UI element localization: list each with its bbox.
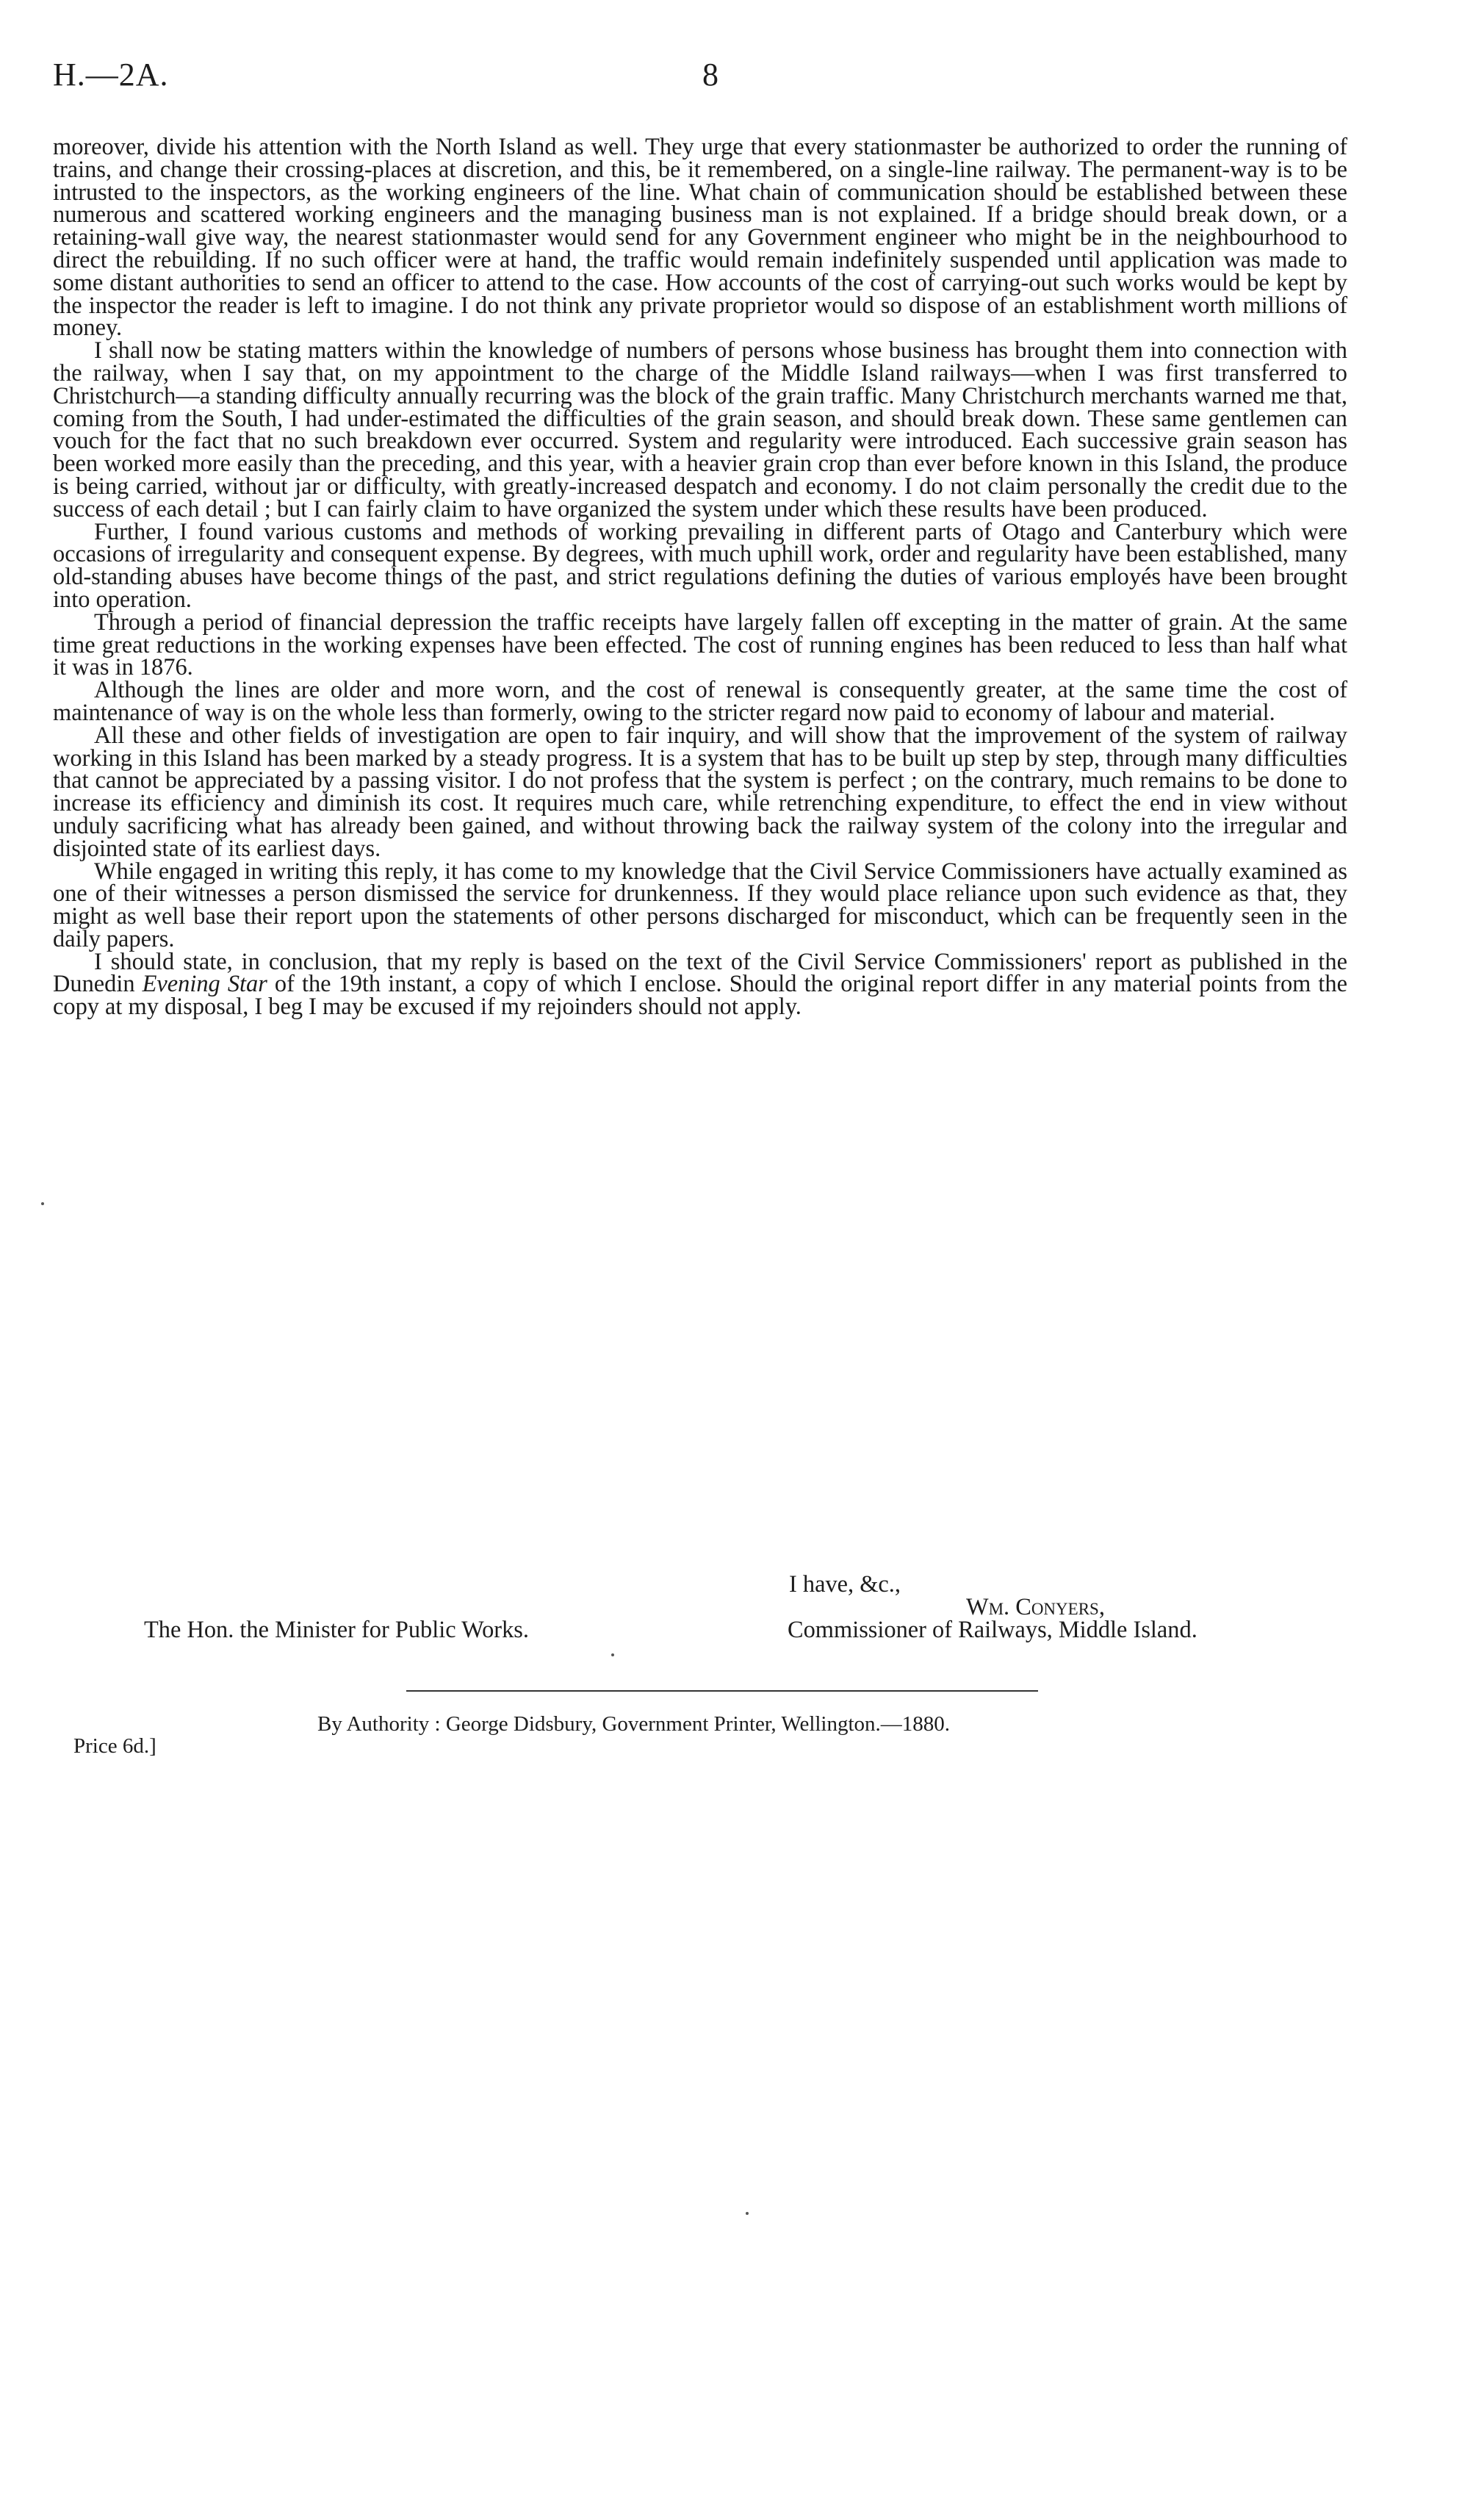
ink-speck [611,1653,614,1656]
signatory-title: Commissioner of Railways, Middle Island. [788,1617,1197,1643]
ink-speck [746,2212,749,2215]
ink-speck [41,1202,44,1205]
paragraph-7: While engaged in writing this reply, it has come to my knowledge that the Civil Service Commissioners have actually examined as one of their witnesses a person dismissed the service for drunkenness. If they would place reliance upon such evidence as that, they might as well base their report upon the statements of other persons discharged for misconduct, which can be frequently seen in the daily papers. [53,858,1347,952]
newspaper-title: Evening Star [142,971,267,998]
paragraph-2: I shall now be stating matters within the knowledge of numbers of persons whose business has brought them into connection with the railway, when I say that, on my appointment to the charge of the Middle Island railways—when I was first transferred to Christchurch—a standing difficulty annually recurring was the block of the grain traffic. Many Christchurch merchants warned me that, coming from the South, I had under-estimated the difficulties of the grain season, and should break down. These same gentlemen can vouch for the fact that no such breakdown ever occurred. System and regularity were introduced. Each successive grain season has been worked more easily than the preceding, and this year, with a heavier grain crop than ever before known in this Island, the produce is being carried, without jar or difficulty, with greatly-increased despatch and economy. I do not claim personally the credit due to the success of each detail ; but I can fairly claim to have organized the system under which these results have been produced. [53,337,1347,522]
signatory-name: Wm. Conyers, [966,1594,1105,1620]
document-reference: H.—2A. [53,57,169,93]
paragraph-1: moreover, divide his attention with the North Island as well. They urge that every stationmaster be authorized to order the running of trains, and change their crossing-places at discretion, and this, be it remembered, on a single-line railway. The permanent-way is to be intrusted to the inspectors, as the working engineers of the line. What chain of communication should be established between these numerous and scattered working engineers and the managing business man is not explained. If a bridge should break down, or a retaining-wall give way, the nearest stationmaster would send for any Government engineer who might be in the neighbourhood to direct the rebuilding. If no such officer were at hand, the traffic would remain indefinitely suspended until application was made to some distant authorities to send an officer to attend to the case. How accounts of the cost of carrying-out such works would be kept by the inspector the reader is left to imagine. I do not think any private proprietor would so dispose of an establishment worth millions of money. [53,134,1347,342]
paragraph-6: All these and other fields of investigation are open to fair inquiry, and will show that the improvement of the system of railway working in this Island has been marked by a steady progress. It is a system that has to be built up step by step, through many difficulties that cannot be appreciated by a passing visitor. I do not profess that the system is perfect ; on the contrary, much remains to be done to increase its efficiency and diminish its cost. It requires much care, while retrenching expenditure, to effect the end in view without unduly sacrificing what has already been gained, and without throwing back the railway system of the colony into the irregular and disjointed state of its earliest days. [53,722,1347,862]
page-number: 8 [702,57,718,93]
paragraph-4: Through a period of financial depression the traffic receipts have largely fallen off excepting in the matter of grain. At the same time great reductions in the working expenses have been effected. The cost of running engines has been reduced to less than half what it was in 1876. [53,608,1347,681]
printer-authority: By Authority : George Didsbury, Government Printer, Wellington.—1880. [317,1712,951,1736]
paragraph-5: Although the lines are older and more worn, and the cost of renewal is consequently greater, at the same time the cost of maintenance of way is on the whole less than formerly, owing to the stricter regard now paid to economy of labour and material. [53,677,1347,726]
price-note: Price 6d.] [73,1734,156,1758]
letter-body [53,136,1347,1019]
salutation: I have, &c., [789,1571,901,1598]
paragraph-8-end: of the 19th instant, a copy of which I enclose. Should the original report differ in any material points from the copy at my disposal, I beg I may be excused if my rejoinders should not apply. [53,971,1348,1021]
paragraph-8-start: I should state, in conclusion, that my reply is based on the text of the Civil Service Commissioners' report as published in the Dunedin [53,948,1347,998]
footer-rule [406,1690,1038,1692]
paragraph-3: Further, I found various customs and methods of working prevailing in different parts of Otago and Canterbury which were occasions of irregularity and consequent expense. By degrees, with much uphill work, order and regularity have been established, many old-standing abuses have become things of the past, and strict regulations defining the duties of various employés have been brought into operation. [53,518,1347,613]
paragraph-8 [53,948,1348,1021]
addressee: The Hon. the Minister for Public Works. [144,1617,529,1643]
